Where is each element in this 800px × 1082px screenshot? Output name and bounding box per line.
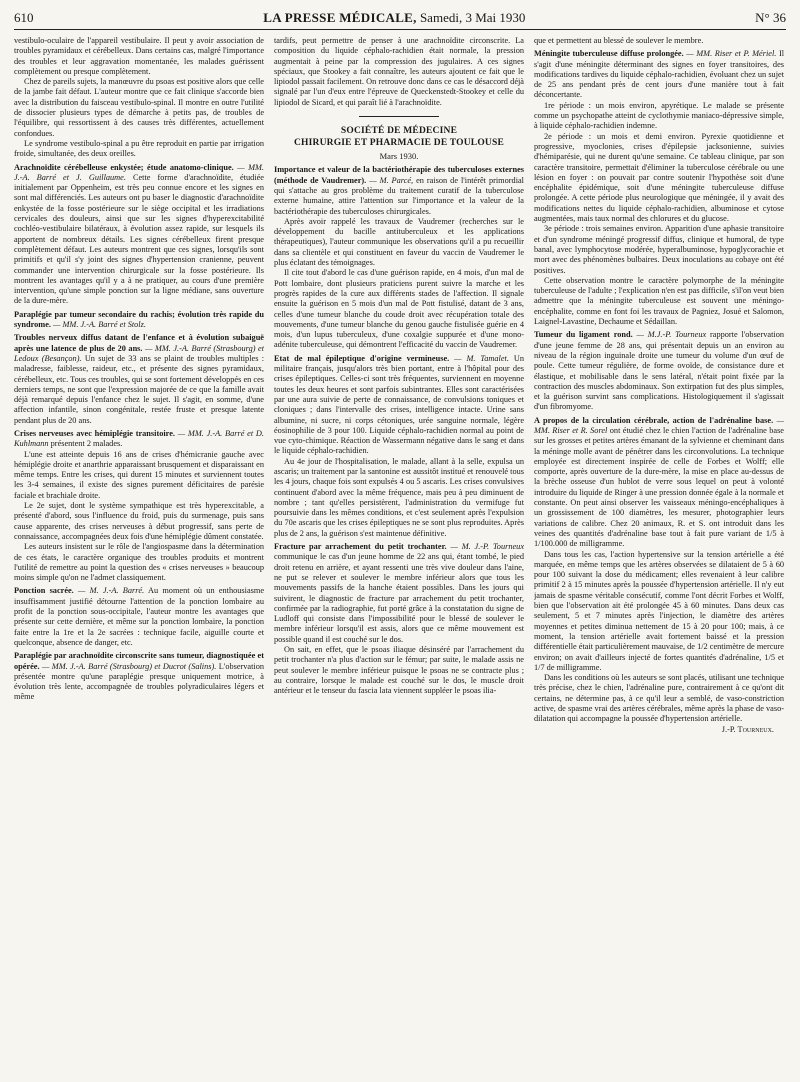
page-header	[14, 0, 786, 30]
issue-date: Samedi, 3 Mai 1930	[419, 10, 526, 25]
article-authors: — M. Tamalet.	[454, 353, 509, 363]
paragraph: 2e période : un mois et demi environ. Pyrexie quotidienne et progressive, myoclonies, crises d'épilepsie jacksonienne, suivies d'hémiparésie, qui ne durent qu'une semaine. Ce tableau clinique, par son caractère transitoire, permettait d'éliminer la tuberculose cérébrale ou une lésion en foyer : on pouvait par contre soutenir l'hypothèse soit d'une encéphalite épidémique, soit d'une méningite tuberculeuse diffuse prolongée. A cette période plus neurologique que méningée, il y avait des modifications nettes du liquide céphalo-rachidien, albuminose et cytose augmentées, mais taux normal des chlorures et du glucose.	[534, 131, 784, 224]
article-title: Tumeur du ligament rond.	[534, 330, 633, 340]
article-text: Au moment où un enthousiasme insuffisamment justifié détourne l'attention de la ponction lombaire au profit de la ponction sous-occipitale, l'auteur montre les avantages que présente sur cette dernière, et même sur la ponction lombaire, la ponction faite entre la 1re et la 2e sacrées : technique facile, aiguille courte et quelconque, absence de danger, etc.	[14, 586, 264, 647]
paragraph: tardifs, peut permettre de penser à une arachnoïdite circonscrite. La composition du liquide céphalo-rachidien était normale, la pression augmentait à peine par la compression des jugulaires. A ces signes spéciaux, que Stookey a fait connaître, les auteurs ajoutent ce fait que le lipiodol passait facilement. On retrouve donc dans ce cas le désaccord déjà signalé par l'un d'eux entre l'épreuve de Queckenstedt-Stookey et celle du lipiodol de Sicard, et qui paraît lié à l'arachnoïdite.	[274, 36, 524, 107]
paragraph: que et permettent au blessé de soulever le membre.	[534, 36, 704, 45]
article-title: Troubles nerveux diffus datant de l'enfance et à évolution subaiguë après une latence de plus de 20 ans.	[14, 333, 264, 353]
article-title: Arachnoïdite cérébelleuse enkystée; étude anatomo-clinique.	[14, 162, 234, 172]
article-text: Un sujet de 33 ans se plaint de troubles multiples : maladresse, faiblesse, raideur, etc., et présente des signes pyramidaux, cérébelleux, etc. Tous ces troubles, qui se sont fortement développés en ces derniers temps, ne sont que l'expression majorée de ce que la famille avait déjà remarqué depuis l'enfance chez le sujet. Il s'agit, en somme, d'une affection infantile, sinon congénitale, restée fruste et presque latente pendant plus de 20 ans.	[14, 353, 264, 425]
article-bacteriotherapie	[274, 165, 524, 216]
article-arachnoidite	[14, 163, 264, 307]
article-text: communique le cas d'un jeune homme de 22 ans qui, étant tombé, le pied droit retenu en arrière, et ayant ressenti une très vive douleur dans l'aine, ne put se relever et soulever le membre inférieur alors que tous les mouvements passifs de la hanche étaient possibles. Dans les jours qui suivirent, le diagnostic de fracture par arrachement du petit trochanter, confirmée par la radiographie, fut porté grâce à la constatation du signe de Ludloff qui consiste dans l'impossibilité pour le blessé de soulever le membre inférieur lorsqu'il est assis, alors que ce même mouvement est possible quand il est couché sur le dos.	[274, 552, 524, 644]
article-title: Méningite tuberculeuse diffuse prolongée.	[534, 49, 684, 59]
article-epileptique	[274, 354, 524, 457]
paragraph: 1re période : un mois environ, apyrétique. Le malade se présente comme un psychopathe atteint de cyclothymie maniaco-dépressive simple, à liquide céphalo-rachidien indemne.	[534, 100, 784, 131]
columns	[14, 36, 786, 1064]
article-tumeur-ligament	[534, 330, 784, 412]
article-adrenaline	[534, 416, 784, 550]
article-authors: — M.J.-P. Tourneux	[636, 330, 707, 340]
article-authors: — M. J.-P. Tourneux	[450, 542, 524, 552]
article-paraplegie-arachnoidite	[14, 651, 264, 702]
article-paraplegie	[14, 310, 264, 331]
paragraph: Le 2e sujet, dont le système sympathique est très hyperexcitable, a présenté d'abord, sous l'influence du froid, puis du surmenage, puis sans cause apparente, des crises nerveuses à début progressif, sans perte de connaissance, accompagnées deux fois d'une hémiplégie dûment constatée.	[14, 501, 264, 541]
article-ponction-sacree	[14, 586, 264, 648]
article-authors: — MM. Riser et P. Mériel.	[686, 49, 777, 59]
article-text: L'observation présentée montre qu'une paraplégie presque uniquement motrice, à évolution très lente, accompagnée de troubles polyradiculaires légers et même	[14, 661, 264, 702]
article-title: Crises nerveuses avec hémiplégie transitoire.	[14, 428, 175, 438]
issue-number: N° 36	[755, 10, 786, 25]
article-fracture	[274, 542, 524, 645]
article-text: ont étudié chez le chien l'action de l'adrénaline base sur les grosses et petites artères émanant de la sylvienne et cheminant dans la méninge molle avant de pénétrer dans les circonvolutions. La technique employée est directement inspirée de celle de Forbes et Wolff; elle comporte, après ouverture de la dure-mère, la mise en place au-dessus de la brèche osseuse d'un hublot de verre sous lequel on peut à volonté introduire du liquide de Ringer à une pression donnée égale à la normale et constante. On peut ainsi observer les vaisseaux méningo-encéphaliques à un grossissement de 100 diamètres, les mesurer, photographier leurs variations de calibre. Chez 20 animaux, R. et S. ont introduit dans les veines des quantités d'adrénaline base tout à fait pure variant de 1/5 à 1/100.000 de milligramme.	[534, 425, 784, 549]
article-authors: — MM. J.-A. Barré et D. Kuhlmann	[14, 428, 264, 449]
article-title: Importance et valeur de la bactériothérapie des tuberculoses externes (méthode de Vaudremer).	[274, 165, 524, 185]
article-title: Paraplégie par arachnoïdite circonscrite sans tumeur, diagnostiquée et opérée.	[14, 651, 264, 671]
society-date: Mars 1930.	[379, 151, 419, 162]
article-text: présentent 2 malades.	[50, 439, 123, 449]
article-text: rapporte l'observation d'une jeune femme de 28 ans, qui présentait depuis un an environ au niveau de la région inguinale droite une tumeur du volume d'un œuf de poule. Cette tumeur régulière, de forme ovoïde, de consistance dure et élastique, et mobilisable dans le sens latéral, n'était point fixée par la contraction des muscles abdominaux. Son extirpation fut des plus simples, et la guérison survint sans complications. Histologiquement il s'agissait d'un fibromyome.	[534, 330, 784, 412]
paragraph: 3e période : trois semaines environ. Apparition d'une aphasie transitoire et d'un syndrome méningé progressif diffus, clinique et humoral, de type banal, avec lymphocytose modérée, hyperalbuminose, hypoglycorachie et mort avec des phénomènes bulbaires. Deux inoculations au cobaye ont été positives.	[534, 224, 784, 275]
page-number: 610	[14, 10, 34, 25]
paragraph: Cette observation montre le caractère polymorphe de la méningite tuberculeuse de l'adulte ; l'explication n'en est pas difficile, s'il'on veut bien admettre que la méningite tuberculeuse est souvent une méningo-encéphalite, comme en font foi les travaux de Pagniez, Josué et Salomon, Laignel-Lavastine, Dechaume et Sédaillan.	[534, 275, 784, 327]
paragraph: On sait, en effet, que le psoas iliaque désinséré par l'arrachement du petit trochanter n'a plus d'action sur le fémur; par suite, le malade assis ne peut soulever le membre inférieur puisque le psoas ne se contracte plus ; au contraire, lorsque le malade est couché sur le dos, le muscle droit antérieur et le tenseur du fascia lata viennent suppléer le psoas ilia-	[274, 645, 524, 696]
article-title: Ponction sacrée.	[14, 586, 74, 596]
article-authors: — MM. Riser et R. Sorel	[534, 415, 784, 435]
column-3	[534, 36, 784, 1064]
paragraph: Au 4e jour de l'hospitalisation, le malade, allant à la selle, expulsa un ascaris; un traitement par la santonine est aussitôt institué et renouvelé tous les 4 jours, chaque fois sont expulsés 4 ou 5 ascaris. Les crises convulsives continuent d'abord avec la même fréquence, mais peu à peu diminuent de nombre ; tant qu'elles persistèrent, l'administration du vermifuge fut poursuivie dans les mêmes conditions, et c'est seulement après l'expulsion du 70e ascaris que les crises épileptiques ne se sont plus reproduites. Après plus de 2 ans, la guérison s'est maintenue définitive.	[274, 456, 524, 538]
column-2	[274, 36, 524, 1064]
paragraph: Dans les conditions où les auteurs se sont placés, utilisant une technique très précise, chez le chien, l'adrénaline pure, contrairement à ce qu'ont dit certains, ne détermine pas, à ce qu'il leur a semblé, de vaso-constriction active, de spasme vrai des artères cérébrales, même après la phase de vaso-dilatation qui accompagne la poussée d'hypertension artérielle.	[534, 673, 784, 724]
article-text: Cette forme d'arachnoïdite, étudiée initialement par Oppenheim, est très peu connue encore et les signes en sont mal différenciés. Les auteurs ont pu baser le diagnostic d'arachnoïdite enkystée de la fosse postérieure sur le siège occipital et les irradiations cervicales des douleurs, ainsi que sur les signes d'hyperexcitabilité cochléo-vestibulaire bilatéraux, à évolution assez rapide, sur lesquels ils apportent de nombreux détails. Les signes cérébelleux firent presque complètement défaut. Les auteurs montrent que ces signes, lorsqu'ils sont primitifs et qu'il s'y joint des signes d'hypertension cranienne, peuvent commander une intervention chirurgicale sur la fosse postérieure. Ils montrent les avantages qu'il y a à ne pratiquer, au cours d'une première intervention, qu'une simple ponction sur la ligne médiane, sans ouverture de la dure-mère.	[14, 172, 264, 306]
masthead	[263, 10, 525, 26]
article-text: Il s'agit d'une méningite déterminant des signes en foyer transitoires, des modifications tardives du liquide céphalo-rachidien, évoluant chez un sujet de 25 ans pendant près de cent jours d'une manière tout à fait déconcertante.	[534, 49, 784, 100]
article-title: Etat de mal épileptique d'origine vermineuse.	[274, 353, 450, 363]
article-authors: — M. Parcé,	[369, 175, 414, 185]
column-1	[14, 36, 264, 1064]
article-crises-nerveuses	[14, 429, 264, 450]
article-title: A propos de la circulation cérébrale, action de l'adrénaline base.	[534, 415, 774, 425]
article-authors: — MM. J.-A. Barré et Stolz.	[53, 320, 146, 330]
article-authors: — MM. J.-A. Barré (Strasbourg) et Ducrot (Salins).	[42, 661, 217, 671]
paragraph: Il cite tout d'abord le cas d'une guérison rapide, en 4 mois, d'un mal de Pott lombaire, dont plusieurs praticiens purent suivre la marche et les progrès rapides de la cure aux différents stades de l'affection. Il signale ensuite la guérison en 5 mois d'un mal de Pott fistulisé, datant de 3 ans, celles d'une tumeur blanche du coude droit avec récupération totale des mouvements, d'une tumeur blanche du genou gauche fistulisée guérie en 4 mois, d'un lupus tuberculeux, d'une coxalgie suppurée et d'une mono-adénite tuberculeuse, qui démontrent l'efficacité du vaccin de Vaudremer.	[274, 268, 524, 350]
paragraph: Dans tous les cas, l'action hypertensive sur la tension artérielle a été marquée, en même temps que les artères observées se dilataient de 5 à 60 pour 100 suivant la dose du médicament; elles revenaient à leur calibre primitif 2 à 15 minutes après la poussée d'hypertension artérielle. Il n'y eut jamais de spasme véritable consécutif, comme l'ont décrit Forbes et Wolff, bien que l'observation ait été prolongée 45 à 60 minutes. Dans deux cas seulement, 5 et 7 minutes après l'injection, le diamètre des artères moyennes et petites diminua nettement de 15 à 20 pour 100; mais, à ce moment, la tension artérielle avait fortement baissé et la pression différentielle était particulièrement mauvaise, de 1/2 centimètre de mercure environ; on avait d'ailleurs injecté de fortes quantités d'adrénaline, 1/5 et 1/7 de milligramme.	[534, 549, 784, 672]
paragraph: vestibulo-oculaire de l'appareil vestibulaire. Il peut y avoir association de troubles pyramidaux et cérébelleux. Dans certains cas, malgré l'importance des troubles et leur aggravation momentanée, les malades guérissent complètement ou presque complètement.	[14, 36, 264, 76]
article-title: Fracture par arrachement du petit trochanter.	[274, 542, 447, 552]
article-text: en raison de l'intérêt primordial qui s'attache au gros problème du traitement curatif de la tuberculose externe humaine, attire l'attention sur l'importance et la valeur de la bactériothérapie des tuberculoses chirurgicales.	[274, 175, 524, 216]
article-authors: — M. J.-A. Barré.	[78, 586, 145, 596]
journal-title: LA PRESSE MÉDICALE,	[263, 10, 417, 25]
paragraph: Chez de pareils sujets, la manœuvre du psoas est positive alors que celle de la jambe fait défaut. L'auteur montre que ce fait clinique s'accorde bien avec la distribution du faisceau vestibulo-spinal. Il montre en outre l'utilité de dissocier plusieurs types de démarche à petits pas, de troubles de l'équilibre, qui ressortissent à des causes très différentes, actuellement confondues.	[14, 77, 264, 138]
article-authors: — MM. J.-A. Barré (Strasbourg) et Ledoux (Besançon).	[14, 343, 264, 363]
section-divider	[359, 116, 439, 117]
paragraph: Après avoir rappelé les travaux de Vaudremer (recherches sur le développement du bacille antituberculeux et les applications thérapeutiques), l'auteur communique les observations qu'il a pu recueillir dans sa clientèle et qui constituent en faveur du vaccin de Vaudremer le plus éclatant des témoignages.	[274, 216, 524, 268]
society-title	[274, 125, 524, 149]
article-title: Paraplégie par tumeur secondaire du rachis; évolution très rapide du syndrome.	[14, 309, 264, 330]
article-text: Un militaire français, jusqu'alors très bien portant, entre à l'hôpital pour des crises épileptiques. Celles-ci sont très fréquentes, surviennent en moyenne toutes les deux heures et sont parfois subintrantes. Elles sont caractérisées par une aura suivie de perte de connaissance, de convulsions toniques et cloniques ; dans l'intervalle des crises, intelligence intacte. Urine sans albumine, ni sucre, ni corps cétoniques, urée sanguine normale, légère éosinophilie de 3 pour 100. Liquide céphalo-rachidien normal au point de vue cyto-chimique. Réaction de Wassermann négative dans le sang et dans le liquide céphalo-rachidien.	[274, 353, 524, 456]
article-meningite	[534, 49, 784, 100]
society-title-line-1: SOCIÉTÉ DE MÉDECINE	[340, 126, 458, 137]
article-troubles-nerveux	[14, 333, 264, 426]
paragraph: Le syndrome vestibulo-spinal a pu être reproduit en partie par irrigation froide, simultanée, des deux oreilles.	[14, 138, 264, 159]
article-authors: — MM. J.-A. Barré et J. Guillaume.	[14, 162, 264, 182]
society-title-line-2: CHIRURGIE ET PHARMACIE DE TOULOUSE	[293, 138, 505, 149]
author-signature: J.-P. Tourneux.	[721, 724, 774, 734]
paragraph: L'une est atteinte depuis 16 ans de crises d'hémicranie gauche avec hémiplégie droite et anarthrie apparaissant brusquement et disparaissant en même temps. Entre les crises, qui durent 15 minutes et surviennent toutes les 3-4 semaines, il existe des signes purement déficitaires de parésie faciale et brachiale droite.	[14, 449, 264, 500]
paragraph: Les auteurs insistent sur le rôle de l'angiospasme dans la détermination de ces états, le caractère organique des troubles produits et montrent l'utilité de remettre au point la question des « crises nerveuses » beaucoup moins simple qu'on ne l'admet classiquement.	[14, 542, 264, 583]
